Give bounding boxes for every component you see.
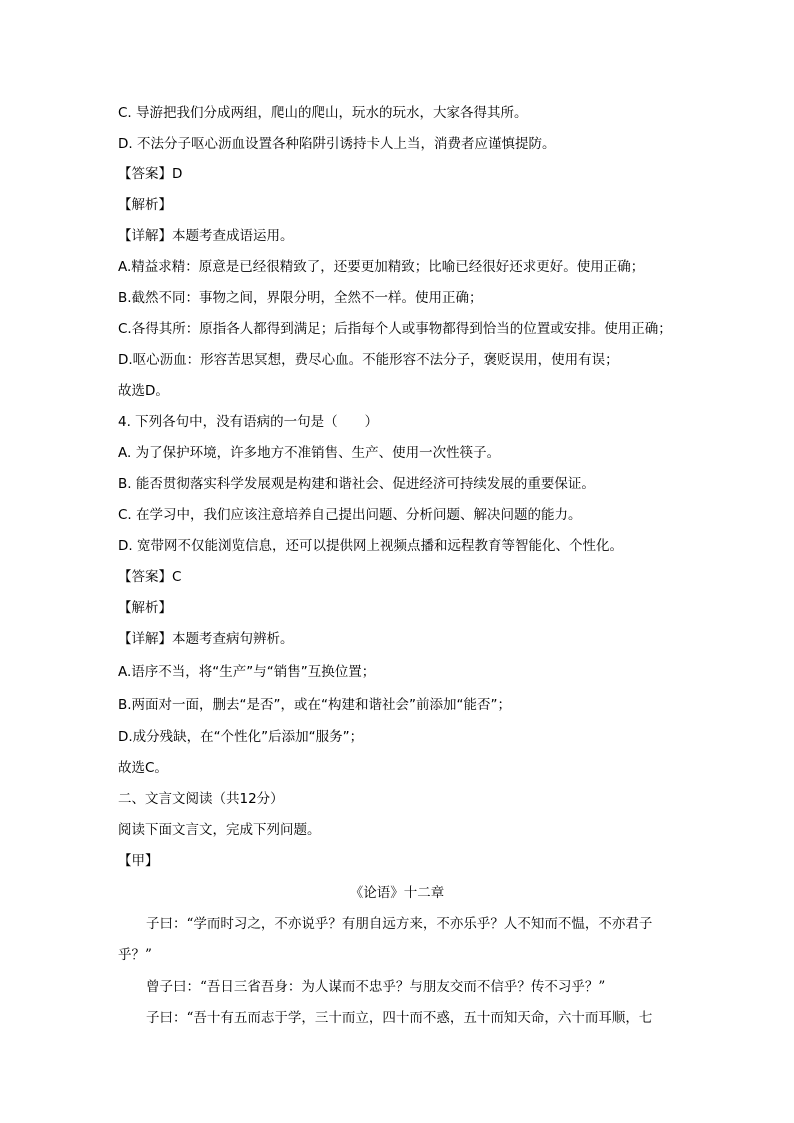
q4-answer: 【答案】C: [118, 569, 182, 585]
passage-title: 《论语》十二章: [349, 885, 445, 901]
q4-detail: 【详解】本题考查病句辨析。: [118, 631, 294, 647]
q3-answer: 【答案】D: [118, 166, 183, 182]
q4-option-b: B. 能否贯彻落实科学发展观是构建和谐社会、促进经济可持续发展的重要保证。: [118, 476, 595, 492]
passage-paragraph-1: 子曰：“学而时习之，不亦说乎？有朋自远方来，不亦乐乎？人不知而不愠，不亦君子: [146, 916, 653, 932]
q4-explanation-a: A.语序不当，将“生产”与“销售”互换位置；: [118, 664, 376, 680]
q3-option-d: D. 不法分子呕心沥血设置各种陷阱引诱持卡人上当，消费者应谨慎提防。: [118, 136, 556, 152]
section-instruction: 阅读下面文言文，完成下列问题。: [118, 822, 321, 838]
q4-explanation-d: D.成分残缺，在“个性化”后添加“服务”；: [118, 729, 364, 745]
q3-explanation-c: C.各得其所：原指各人都得到满足；后指每个人或事物都得到恰当的位置或安排。使用正确；: [118, 321, 672, 337]
q3-option-c: C. 导游把我们分成两组，爬山的爬山，玩水的玩水，大家各得其所。: [118, 105, 528, 121]
passage-paragraph-1-cont: 乎？”: [118, 947, 152, 963]
section-heading: 二、文言文阅读（共12分）: [118, 791, 284, 807]
passage-paragraph-3: 子曰：“吾十有五而志于学，三十而立，四十而不惑，五十而知天命，六十而耳顺，七: [146, 1010, 653, 1026]
q4-option-c: C. 在学习中，我们应该注意培养自己提出问题、分析问题、解决问题的能力。: [118, 507, 582, 523]
q3-explanation-d: D.呕心沥血：形容苦思冥想，费尽心血。不能形容不法分子，褒贬误用，使用有误；: [118, 352, 619, 368]
q4-stem: 4. 下列各句中，没有语病的一句是（ ）: [118, 414, 379, 430]
q3-explanation-b: B.截然不同：事物之间，界限分明，全然不一样。使用正确；: [118, 290, 483, 306]
q4-option-d: D. 宽带网不仅能浏览信息，还可以提供网上视频点播和远程教育等智能化、个性化。: [118, 538, 623, 554]
q4-analysis-heading: 【解析】: [118, 600, 172, 616]
q3-detail: 【详解】本题考查成语运用。: [118, 228, 294, 244]
q4-explanation-b: B.两面对一面，删去“是否”，或在“构建和谐社会”前添加“能否”；: [118, 697, 512, 713]
q3-conclusion: 故选D。: [118, 383, 169, 399]
jia-label: 【甲】: [118, 853, 159, 869]
passage-paragraph-2: 曾子曰：“吾日三省吾身：为人谋而不忠乎？与朋友交而不信乎？传不习乎？”: [146, 979, 606, 995]
q3-analysis-heading: 【解析】: [118, 197, 172, 213]
q4-option-a: A. 为了保护环境，许多地方不准销售、生产、使用一次性筷子。: [118, 445, 501, 461]
q3-explanation-a: A.精益求精：原意是已经很精致了，还要更加精致；比喻已经很好还求更好。使用正确；: [118, 259, 645, 275]
q4-conclusion: 故选C。: [118, 760, 168, 776]
